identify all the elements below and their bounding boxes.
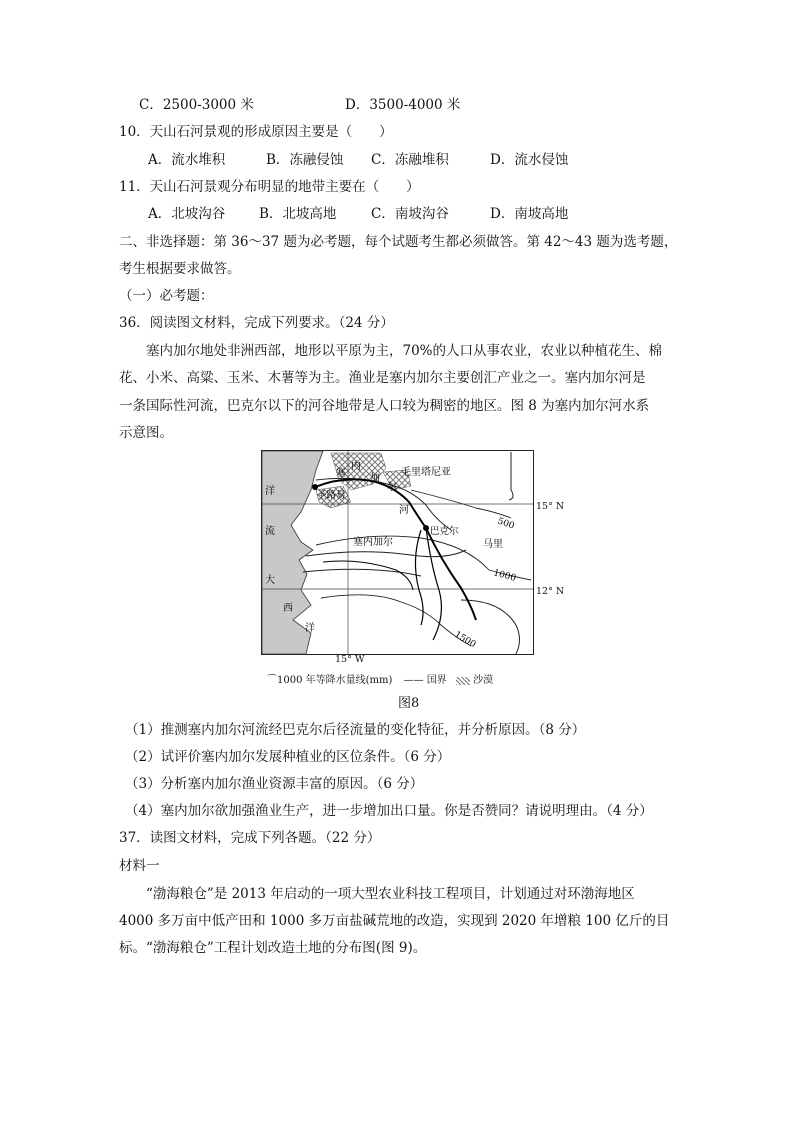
- option-9d: D．3500-4000 米: [345, 97, 461, 113]
- q36-subquestion: （4）塞内加尔欲加强渔业生产，进一步增加出口量。你是否赞同？请说明理由。（4 分）: [125, 803, 653, 819]
- country-label: 塞内加尔: [353, 537, 393, 548]
- option-10d: D．流水侵蚀: [490, 152, 569, 168]
- q37-paragraph-line: 标。“渤海粮仓”工程计划改造土地的分布图(图 9)。: [119, 940, 427, 956]
- q36-paragraph-line: 一条国际性河流，巴克尔以下的河谷地带是人口较为稠密的地区。图 8 为塞内加尔河水系: [119, 398, 650, 414]
- latitude-15n-label: 15° N: [536, 501, 565, 512]
- ocean-label: 流: [265, 526, 275, 537]
- city-dot: [423, 525, 429, 531]
- river-label: 内: [351, 461, 361, 472]
- q36-paragraph-line: 塞内加尔地处非洲西部，地形以平原为主，70%的人口从事农业，农业以种植花生、棉: [146, 343, 663, 359]
- q36-subquestion: （1）推测塞内加尔河流经巴克尔后径流量的变化特征，并分析原因。（8 分）: [125, 722, 586, 738]
- option-11a: A．北坡沟谷: [148, 206, 226, 222]
- country-label: 毛里塔尼亚: [401, 467, 451, 478]
- isohyet-label: 500: [495, 516, 516, 532]
- desert-legend-label: 沙漠: [473, 675, 494, 686]
- option-11b: B．北坡高地: [259, 206, 337, 222]
- q37-paragraph-line: “渤海粮仓”是 2013 年启动的一项大型农业科技工程项目，计划通过对环渤海地区: [146, 886, 635, 902]
- section-2-intro: 二、非选择题：第 36～37 题为必考题，每个试题考生都必须做答。第 42～43 题为选考题，: [119, 234, 678, 250]
- river-label: 塞: [336, 468, 346, 479]
- ocean-label: 西: [283, 603, 293, 614]
- country-label: 马里: [483, 539, 503, 550]
- isohyet-legend-icon: ⌒: [267, 675, 277, 686]
- question-11-stem: 11．天山石河景观分布明显的地带主要在（ ）: [119, 179, 420, 195]
- isohyet-legend-label: 1000 年等降水量线(mm): [277, 675, 393, 686]
- longitude-15w-label: 15° W: [335, 654, 365, 665]
- border-legend-icon: ——: [403, 675, 424, 686]
- ocean-label: 洋: [265, 486, 275, 497]
- question-37-stem: 37．读图文材料，完成下列各题。（22 分）: [119, 830, 381, 846]
- figure-caption: 图8: [398, 696, 420, 711]
- ocean-label: 洋: [305, 623, 315, 634]
- q36-subquestion: （3）分析塞内加尔渔业资源丰富的原因。（6 分）: [125, 776, 424, 792]
- option-10c: C．冻融堆积: [371, 152, 449, 168]
- ocean-label: 大: [265, 575, 275, 586]
- map-legend: [267, 671, 493, 686]
- q36-subquestion: （2）试评价塞内加尔发展种植业的区位条件。（6 分）: [125, 749, 451, 765]
- question-10-stem: 10．天山石河景观的形成原因主要是（ ）: [119, 124, 393, 140]
- city-label: 巴克尔: [430, 526, 459, 537]
- senegal-river-map: [261, 450, 534, 655]
- city-label: 圣路易: [317, 490, 346, 501]
- option-10b: B．冻融侵蚀: [266, 152, 344, 168]
- option-9c: C．2500-3000 米: [139, 97, 254, 113]
- isohyet-label: 1000: [492, 568, 517, 584]
- latitude-12n-label: 12° N: [536, 586, 565, 597]
- q36-paragraph-line: 示意图。: [119, 425, 173, 441]
- river-label: 尔: [387, 482, 397, 493]
- isohyet-label: 1500: [452, 629, 478, 651]
- river-label: 河: [399, 505, 409, 516]
- river-label: 加: [370, 473, 380, 484]
- q36-paragraph-line: 花、小米、高粱、玉米、木薯等为主。渔业是塞内加尔主要创汇产业之一。塞内加尔河是: [119, 370, 646, 386]
- question-36-stem: 36．阅读图文材料，完成下列要求。（24 分）: [119, 315, 394, 331]
- border-legend-label: 国界: [426, 675, 447, 686]
- option-11c: C．南坡沟谷: [371, 206, 449, 222]
- section-2-intro-cont: 考生根据要求做答。: [119, 261, 241, 277]
- material-label: 材料一: [119, 858, 160, 874]
- option-10a: A．流水堆积: [148, 152, 226, 168]
- q37-paragraph-line: 4000 多万亩中低产田和 1000 多万亩盐碱荒地的改造，实现到 2020 年增粮 100 亿斤的目: [119, 913, 670, 929]
- option-11d: D．南坡高地: [490, 206, 569, 222]
- desert-legend-icon: [456, 677, 470, 685]
- required-heading: （一）必考题：: [119, 288, 214, 304]
